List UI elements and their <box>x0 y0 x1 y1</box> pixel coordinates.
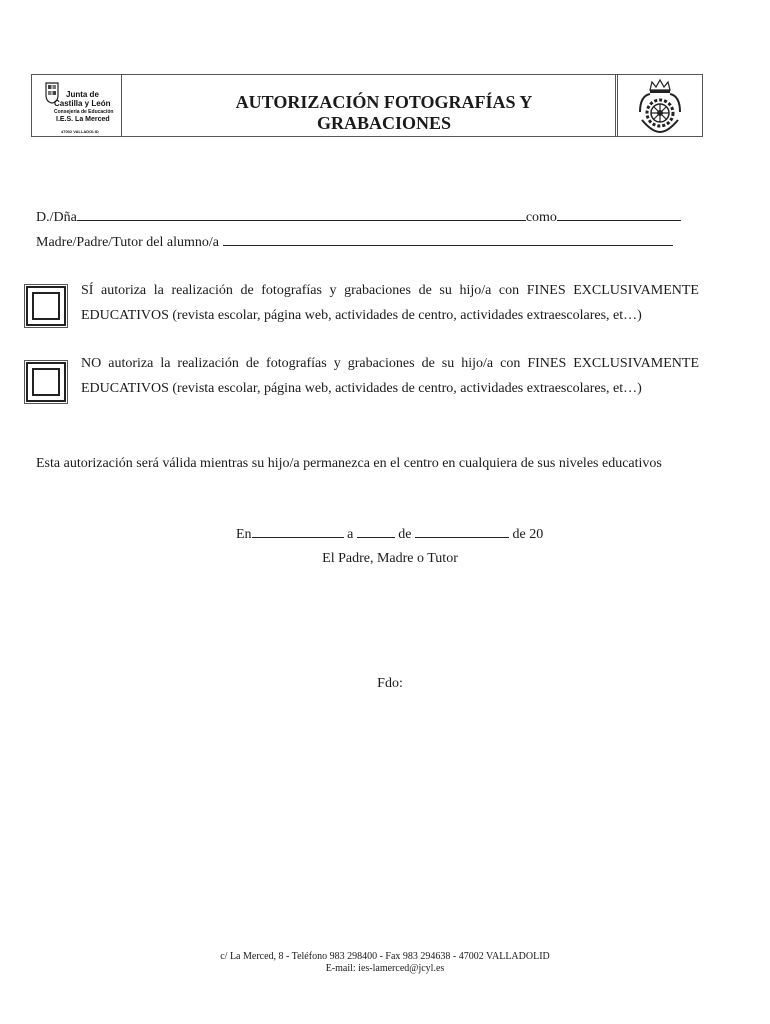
student-name-field[interactable] <box>223 233 673 246</box>
logo-text: 47002 VALLADOLID <box>61 129 99 134</box>
authorize-no-checkbox[interactable] <box>24 360 68 404</box>
authorize-no-text: NO autoriza la realización de fotografías y grabaciones de su hijo/a con FINES EXCLUSIVAMENTE EDUCATIVOS (revista escolar, página web, actividades de centro, actividades extraescolares, et…) <box>81 356 699 396</box>
logo-text: Castilla y León <box>54 99 111 108</box>
name-label: D./Dña <box>36 210 77 225</box>
de-label: de <box>398 527 412 542</box>
footer-email: E-mail: ies-lamerced@jcyl.es <box>325 963 445 974</box>
logo-text: Junta de <box>66 90 99 99</box>
logo-text: I.E.S. La Merced <box>56 116 110 123</box>
logo-text: Consejería de Educación <box>54 109 114 115</box>
as-label: como <box>525 210 557 225</box>
guardian-field-row <box>36 233 673 251</box>
place-label: En <box>236 527 252 542</box>
place-field[interactable] <box>252 525 344 538</box>
authorize-yes-checkbox[interactable] <box>24 284 68 328</box>
header-divider <box>121 74 122 137</box>
footer-address: c/ La Merced, 8 - Teléfono 983 298400 - Fax 983 294638 - 47002 VALLADOLID <box>220 951 550 962</box>
a-label: a <box>347 527 354 542</box>
title-line: GRABACIONES <box>316 113 452 133</box>
guardian-label: Madre/Padre/Tutor del alumno/a <box>36 235 220 250</box>
header-divider <box>615 74 618 137</box>
month-field[interactable] <box>415 525 509 538</box>
year-label: de 20 <box>512 527 544 542</box>
name-field[interactable] <box>77 208 526 221</box>
name-field-row <box>36 208 681 226</box>
relation-field[interactable] <box>557 208 681 221</box>
date-place-row <box>236 525 543 543</box>
page-title <box>200 92 568 134</box>
day-field[interactable] <box>357 525 395 538</box>
junta-castilla-leon-logo <box>44 78 118 134</box>
title-line: AUTORIZACIÓN FOTOGRAFÍAS Y <box>235 92 533 112</box>
authorize-yes-text: SÍ autoriza la realización de fotografías y grabaciones de su hijo/a con FINES EXCLUSIVAMENTE EDUCATIVOS (revista escolar, página web, actividades de centro, actividades extraescolares, et…) <box>81 283 699 323</box>
school-crest-icon <box>630 76 690 136</box>
signer-label: El Padre, Madre o Tutor <box>322 551 458 566</box>
signature-label: Fdo: <box>377 676 403 691</box>
validity-text: Esta autorización será válida mientras su hijo/a permanezca en el centro en cualquiera de sus niveles educativos <box>36 456 662 471</box>
